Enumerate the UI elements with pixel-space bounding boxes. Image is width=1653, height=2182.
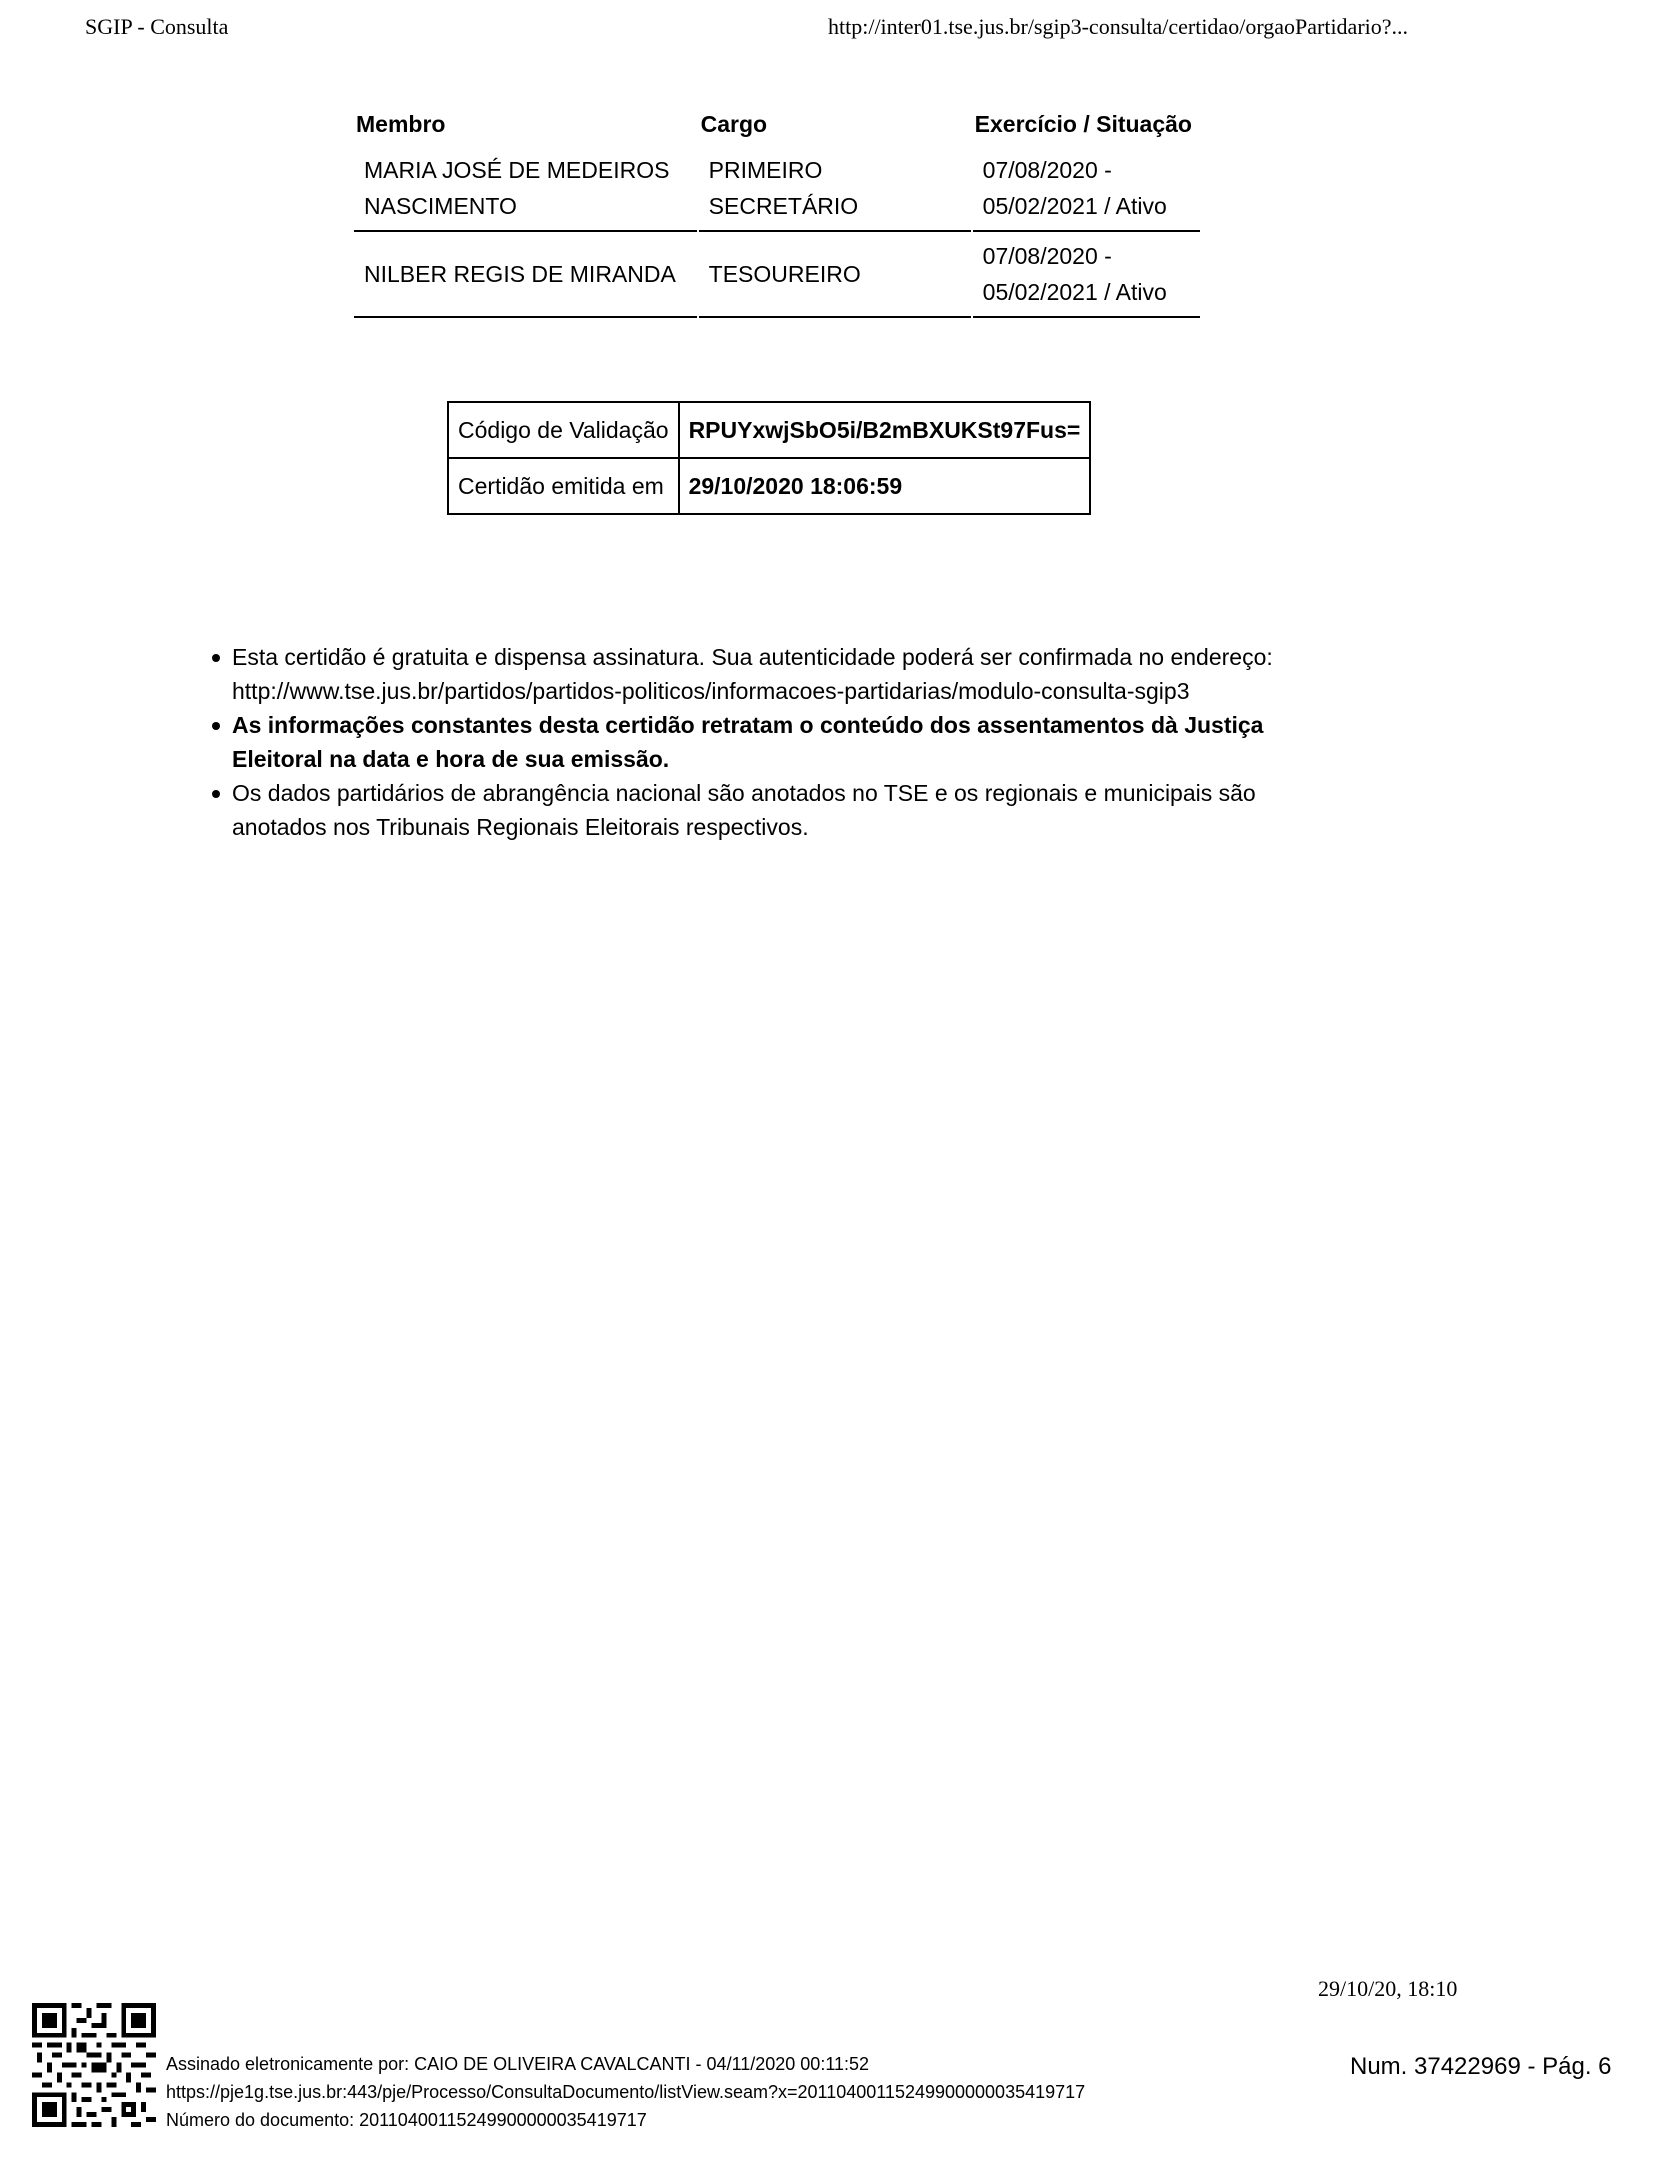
print-date: 29/10/20, 18:10 <box>1318 1976 1458 2001</box>
certificate-notes <box>232 640 1322 844</box>
member-name-line: MARIA JOSÉ DE MEDEIROS <box>364 157 670 183</box>
signed-by-text: Assinado eletronicamente por: CAIO DE OLIVEIRA CAVALCANTI - 04/11/2020 00:11:52 <box>166 2054 870 2074</box>
member-term-line: 05/02/2021 / Ativo <box>982 193 1167 219</box>
qr-code-icon <box>32 2003 156 2127</box>
validation-code-row <box>448 402 1090 458</box>
member-term-cell <box>973 146 1200 232</box>
note-line: Os dados partidários de abrangência nacional são anotados no TSE e os regionais e municipais são <box>232 780 1256 806</box>
member-name-cell <box>354 232 697 318</box>
note-line: As informações constantes desta certidão retratam o conteúdo dos assentamentos dà Justiça <box>232 712 1264 738</box>
members-table <box>352 106 1202 318</box>
browser-page-url: http://inter01.tse.jus.br/sgip3-consulta/certidao/orgaoPartidario?... <box>828 14 1409 39</box>
member-term-cell <box>973 232 1200 318</box>
issued-date-row <box>448 458 1090 514</box>
issued-date-value: 29/10/2020 18:06:59 <box>679 458 1091 514</box>
electronic-signature-block <box>166 2050 1085 2134</box>
member-term-line: 05/02/2021 / Ativo <box>982 279 1167 305</box>
members-table-header <box>354 106 1200 146</box>
column-header-membro: Membro <box>356 111 446 137</box>
document-number: Número do documento: 20110400115249900000035419717 <box>166 2110 647 2130</box>
member-name-line: NASCIMENTO <box>364 193 517 219</box>
validation-code-value: RPUYxwjSbO5i/B2mBXUKSt97Fus= <box>679 402 1091 458</box>
column-header-cargo: Cargo <box>700 111 768 137</box>
note-item <box>232 776 1322 844</box>
member-role-cell <box>699 232 971 318</box>
browser-page-title: SGIP - Consulta <box>85 14 229 39</box>
member-role-line: PRIMEIRO <box>708 157 823 183</box>
validation-table <box>447 401 1091 515</box>
column-header-exercicio: Exercício / Situação <box>974 111 1192 137</box>
member-role-line: TESOUREIRO <box>708 261 861 287</box>
note-line: Eleitoral na data e hora de sua emissão. <box>232 746 670 772</box>
page-number: Num. 37422969 - Pág. 6 <box>1350 2053 1612 2080</box>
issued-date-label: Certidão emitida em <box>448 458 679 514</box>
member-term-line: 07/08/2020 - <box>982 157 1112 183</box>
table-row <box>354 232 1200 318</box>
member-role-cell <box>699 146 971 232</box>
validation-code-label: Código de Validação <box>448 402 679 458</box>
member-name-cell <box>354 146 697 232</box>
note-item <box>232 708 1322 776</box>
document-url: https://pje1g.tse.jus.br:443/pje/Processo/ConsultaDocumento/listView.seam?x=20110400115249900000035419717 <box>166 2082 1086 2102</box>
note-line: Esta certidão é gratuita e dispensa assinatura. Sua autenticidade poderá ser confirmada no endereço: <box>232 644 1273 670</box>
member-role-line: SECRETÁRIO <box>708 193 859 219</box>
note-line: anotados nos Tribunais Regionais Eleitorais respectivos. <box>232 814 809 840</box>
note-line-url: http://www.tse.jus.br/partidos/partidos-politicos/informacoes-partidarias/modulo-consulta-sgip3 <box>232 678 1190 704</box>
member-name-line: NILBER REGIS DE MIRANDA <box>364 261 676 287</box>
note-item <box>232 640 1322 708</box>
table-row <box>354 146 1200 232</box>
member-term-line: 07/08/2020 - <box>982 243 1112 269</box>
